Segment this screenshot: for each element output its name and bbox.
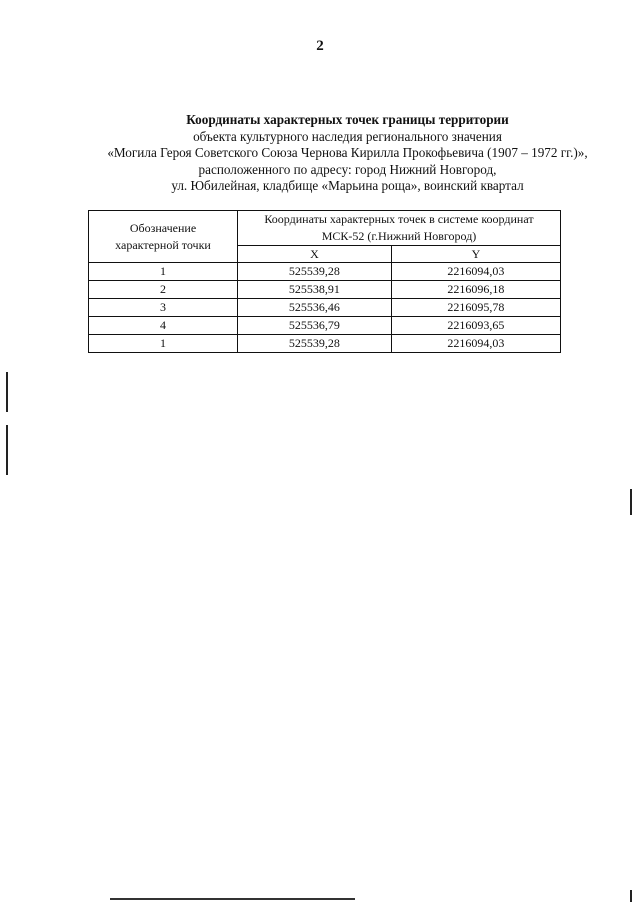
header-point-line1: Обозначение (129, 220, 197, 235)
cell-y: 2216094,03 (391, 263, 560, 281)
cell-point: 3 (89, 299, 238, 317)
table-row (89, 335, 561, 353)
cell-x: 525539,28 (238, 335, 392, 353)
header-point-designation (89, 211, 238, 263)
scan-edge-mark (6, 425, 8, 475)
cell-point: 1 (89, 335, 238, 353)
cell-x: 525536,79 (238, 317, 392, 335)
cell-y: 2216095,78 (391, 299, 560, 317)
heading-address-line1: расположенного по адресу: город Нижний Новгород, (198, 161, 497, 177)
coordinates-table (88, 210, 561, 353)
cell-y: 2216094,03 (391, 335, 560, 353)
scan-edge-mark (6, 372, 8, 412)
cell-x: 525536,46 (238, 299, 392, 317)
table-row (89, 299, 561, 317)
header-system-line1: Координаты характерных точек в системе координат (264, 212, 534, 226)
cell-y: 2216093,65 (391, 317, 560, 335)
header-system-line2: МСК-52 (г.Нижний Новгород) (321, 229, 477, 243)
document-heading (0, 112, 640, 195)
cell-x: 525539,28 (238, 263, 392, 281)
header-x: X (238, 246, 392, 263)
scan-bottom-line (110, 898, 355, 900)
header-y: Y (391, 246, 560, 263)
cell-point: 2 (89, 281, 238, 299)
table-row (89, 263, 561, 281)
table-row (89, 317, 561, 335)
scan-edge-mark (630, 890, 632, 902)
page-number: 2 (316, 38, 324, 54)
cell-point: 1 (89, 263, 238, 281)
cell-x: 525538,91 (238, 281, 392, 299)
cell-point: 4 (89, 317, 238, 335)
table-row (89, 281, 561, 299)
heading-address-line2: ул. Юбилейная, кладбище «Марьина роща», воинский квартал (171, 178, 524, 193)
header-point-line2: характерной точки (115, 237, 211, 252)
table-header-row (89, 211, 561, 246)
header-coordinate-system (238, 211, 561, 246)
heading-subtitle: объекта культурного наследия регионального значения (193, 128, 502, 144)
cell-y: 2216096,18 (391, 281, 560, 299)
scan-edge-mark (630, 489, 632, 515)
heading-object-name: «Могила Героя Советского Союза Чернова Кирилла Прокофьевича (1907 – 1972 гг.)», (107, 145, 588, 160)
heading-title: Координаты характерных точек границы территории (186, 112, 509, 127)
